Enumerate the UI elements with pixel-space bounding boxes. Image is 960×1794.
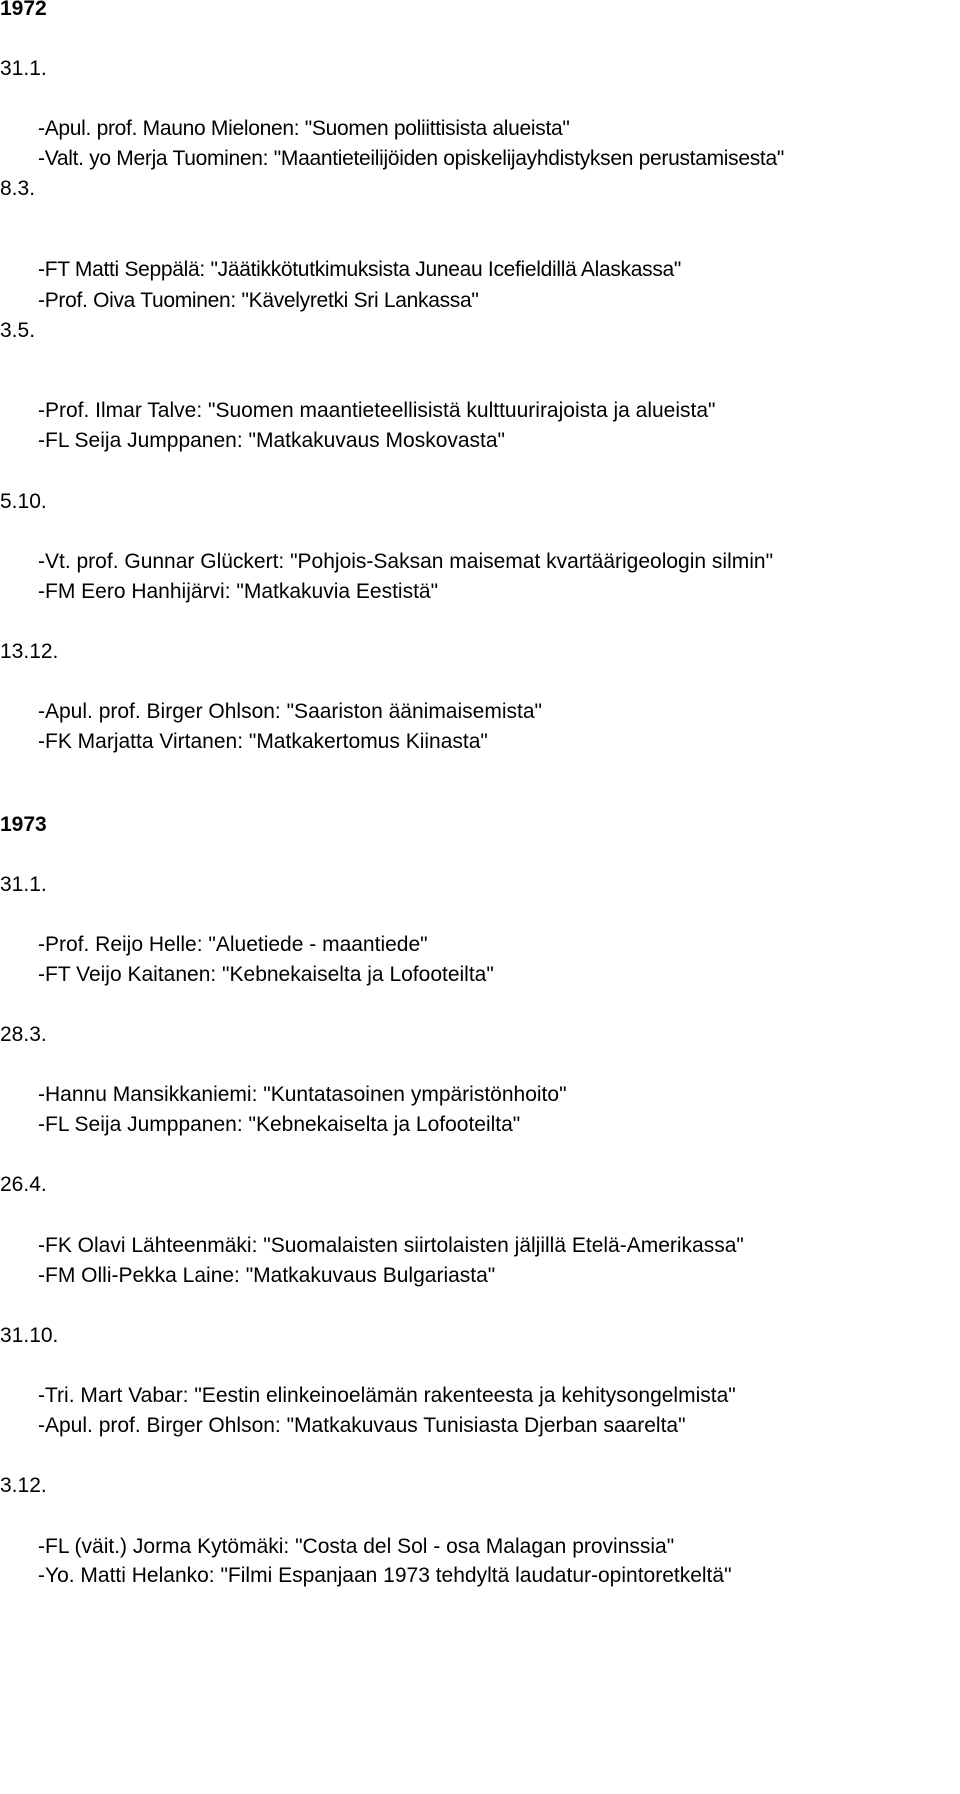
talk-entry: -Prof. Oiva Tuominen: "Kävelyretki Sri Lankassa" — [38, 289, 479, 312]
session-date: 8.3. — [0, 177, 36, 200]
talk-entry: -Hannu Mansikkaniemi: "Kuntatasoinen ympäristönhoito" — [38, 1083, 567, 1106]
talk-entry: -FL (väit.) Jorma Kytömäki: "Costa del Sol - osa Malagan provinssia" — [38, 1535, 675, 1558]
session-date: 28.3. — [0, 1023, 47, 1046]
talk-entry: -FM Olli-Pekka Laine: "Matkakuvaus Bulgariasta" — [38, 1264, 496, 1287]
talk-entry: -Tri. Mart Vabar: "Eestin elinkeinoelämän rakenteesta ja kehitysongelmista" — [38, 1384, 736, 1407]
talk-entry: -FL Seija Jumppanen: "Kebnekaiselta ja Lofooteilta" — [38, 1113, 521, 1136]
talk-entry: -FK Olavi Lähteenmäki: "Suomalaisten siirtolaisten jäljillä Etelä-Amerikassa" — [38, 1234, 744, 1257]
talk-entry: -Vt. prof. Gunnar Glückert: "Pohjois-Saksan maisemat kvartäärigeologin silmin" — [38, 550, 774, 573]
year-heading-1972: 1972 — [0, 0, 47, 20]
session-date: 3.12. — [0, 1474, 47, 1497]
talk-entry: -FK Marjatta Virtanen: "Matkakertomus Kiinasta" — [38, 730, 488, 753]
session-date: 31.10. — [0, 1324, 59, 1347]
talk-entry: -FT Matti Seppälä: "Jäätikkötutkimuksista Juneau Icefieldillä Alaskassa" — [38, 258, 682, 281]
talk-entry: -Prof. Ilmar Talve: "Suomen maantieteellisistä kulttuurirajoista ja alueista" — [38, 399, 716, 422]
talk-entry: -Apul. prof. Birger Ohlson: "Saariston äänimaisemista" — [38, 700, 542, 723]
talk-entry: -Apul. prof. Mauno Mielonen: "Suomen poliittisista alueista" — [38, 117, 570, 140]
session-date: 26.4. — [0, 1173, 47, 1196]
session-date: 13.12. — [0, 640, 59, 663]
talk-entry: -Valt. yo Merja Tuominen: "Maantieteilijöiden opiskelijayhdistyksen perustamisesta" — [38, 147, 784, 170]
talk-entry: -FL Seija Jumppanen: "Matkakuvaus Moskovasta" — [38, 429, 506, 452]
session-date: 31.1. — [0, 873, 47, 896]
talk-entry: -Apul. prof. Birger Ohlson: "Matkakuvaus Tunisiasta Djerban saarelta" — [38, 1414, 686, 1437]
session-date: 31.1. — [0, 57, 47, 80]
session-date: 5.10. — [0, 490, 47, 513]
session-date: 3.5. — [0, 319, 36, 342]
talk-entry: -FT Veijo Kaitanen: "Kebnekaiselta ja Lofooteilta" — [38, 963, 494, 986]
talk-entry: -Prof. Reijo Helle: "Aluetiede - maantiede" — [38, 933, 428, 956]
talk-entry: -FM Eero Hanhijärvi: "Matkakuvia Eestistä" — [38, 580, 439, 603]
year-heading-1973: 1973 — [0, 813, 47, 836]
talk-entry: -Yo. Matti Helanko: "Filmi Espanjaan 1973 tehdyltä laudatur-opintoretkeltä" — [38, 1564, 732, 1587]
